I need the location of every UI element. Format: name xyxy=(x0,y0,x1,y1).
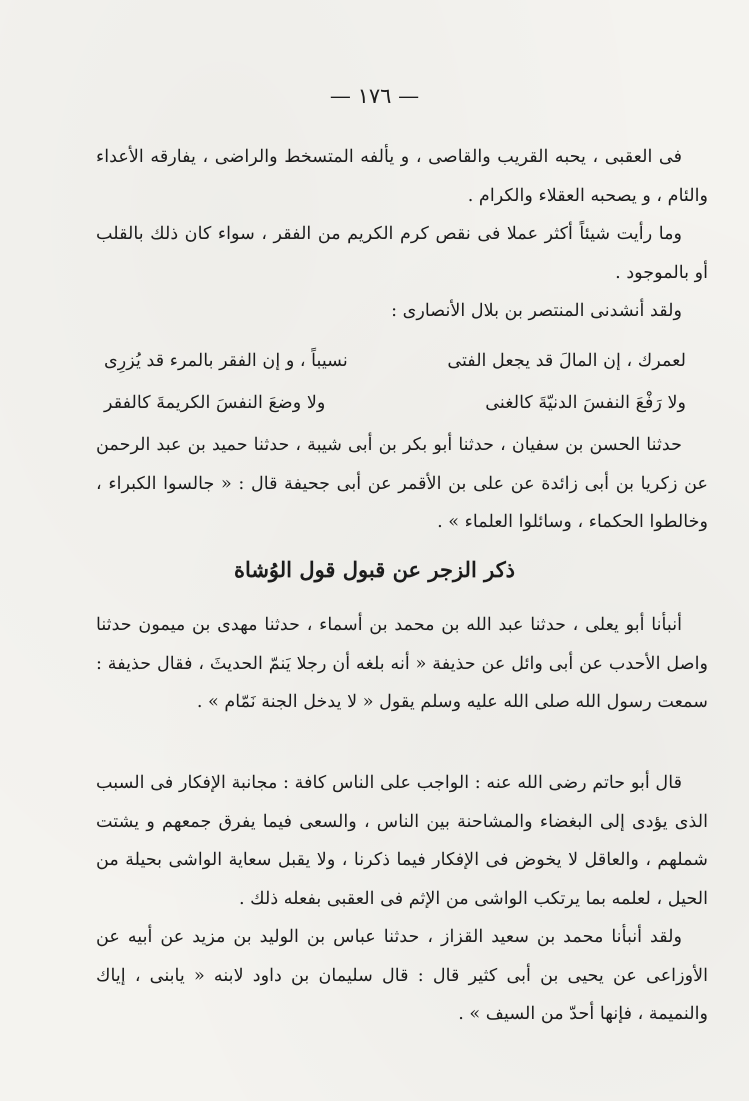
paragraph: حدثنا الحسن بن سفيان ، حدثنا أبو بكر بن أبى شيبة ، حدثنا حميد بن عبد الرحمن عن زكريا بن أبى زائدة عن على بن الأقمر عن أبى جحيفة قال : « جالسوا الكبراء ، وخالطوا الحكماء ، وسائلوا العلماء » . xyxy=(96,435,708,532)
paragraph: أنبأنا أبو يعلى ، حدثنا عبد الله بن محمد بن أسماء ، حدثنا مهدى بن ميمون حدثنا واصل الأحدب عن أبى وائل عن حذيفة « أنه بلغه أن رجلا يَنمّ الحديثَ ، فقال حذيفة : سمعت رسول الله صلى الله عليه وسلم يقول « لا يدخل الجنة نَمّام » . xyxy=(96,615,708,712)
text-block-opening xyxy=(96,138,708,331)
verse-line xyxy=(100,340,704,382)
paragraph: ولقد أنشدنى المنتصر بن بلال الأنصارى : xyxy=(391,301,682,321)
text-block-hadith-1 xyxy=(96,426,708,542)
verse-line xyxy=(100,382,704,424)
poem xyxy=(100,340,704,424)
page-number: — ١٧٦ — xyxy=(329,84,420,108)
text-block-hadith-2 xyxy=(96,606,708,722)
text-block-commentary xyxy=(96,764,708,1034)
paragraph: قال أبو حاتم رضى الله عنه : الواجب على الناس كافة : مجانبة الإفكار فى السبب الذى يؤدى إلى البغضاء والمشاحنة بين الناس ، والسعى فيما يفرق جمعهم و يشتت شملهم ، والعاقل لا يخوض فى الإفكار فيما ذكرنا ، ولا يقبل سعاية الواشى بحيلة من الحيل ، لعلمه بما يرتكب الواشى من الإثم فى العقبى بفعله ذلك . xyxy=(96,773,708,909)
paragraph: ولقد أنبأنا محمد بن سعيد القزاز ، حدثنا عباس بن الوليد بن مزيد عن أبيه عن الأوزاعى عن يحيى بن أبى كثير قال : قال سليمان بن داود لابنه « يابنى ، إياك والنميمة ، فإنها أحدّ من السيف » . xyxy=(96,927,708,1024)
verse-first-hemistich: ولا رَفْعَ النفسَ الدنيّةَ كالغنى xyxy=(485,393,686,413)
paragraph: فى العقبى ، يحبه القريب والقاصى ، و يألفه المتسخط والراضى ، يفارقه الأعداء والئام ، و يصحبه العقلاء والكرام . xyxy=(96,147,708,206)
verse-second-hemistich: نسيباً ، و إن الفقر بالمرء قد يُزرِى xyxy=(104,351,348,371)
section-heading: ذكر الزجر عن قبول قول الوُشاة xyxy=(233,557,516,582)
verse-first-hemistich: لعمرك ، إن المالَ قد يجعل الفتى xyxy=(447,351,686,371)
verse-second-hemistich: ولا وضعَ النفسَ الكريمةَ كالفقر xyxy=(104,393,326,413)
paragraph: وما رأيت شيئاً أكثر عملا فى نقص كرم الكريم من الفقر ، سواء كان ذلك بالقلب أو بالموجود . xyxy=(96,224,708,283)
